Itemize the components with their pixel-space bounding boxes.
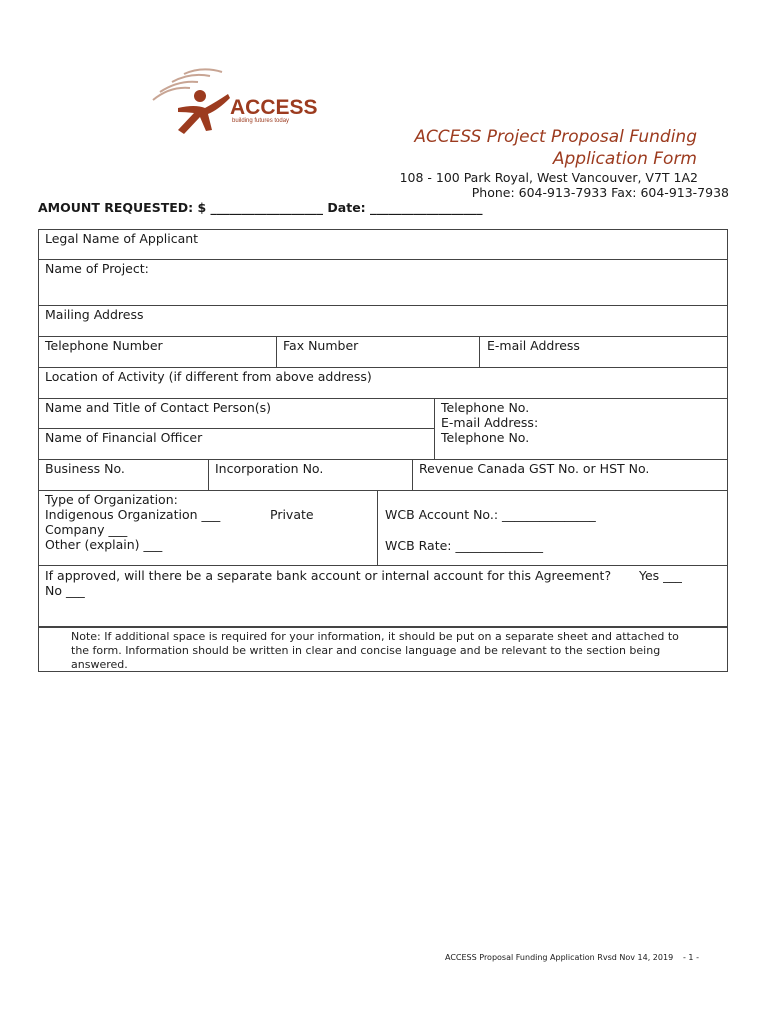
logo-figure [178, 90, 230, 134]
org-company-option[interactable]: Company ___ [45, 522, 128, 537]
wcb-rate-label[interactable]: WCB Rate: ______________ [385, 538, 543, 553]
wcb-account-label[interactable]: WCB Account No.: _______________ [385, 507, 596, 522]
location-label: Location of Activity (if different from above address) [45, 369, 372, 384]
project-name-label: Name of Project: [45, 261, 149, 276]
business-no-field[interactable] [38, 459, 209, 491]
incorporation-no-label: Incorporation No. [215, 461, 324, 476]
contact-person-label: Name and Title of Contact Person(s) [45, 400, 272, 415]
form-title-line2: Application Form [552, 149, 697, 169]
application-form-table [38, 229, 728, 627]
contact-details-field[interactable] [434, 398, 728, 460]
bank-yes-option[interactable]: Yes ___ [639, 568, 682, 583]
gst-no-field[interactable] [412, 459, 728, 491]
organization-type-field[interactable] [38, 490, 378, 566]
amount-requested-line[interactable]: AMOUNT REQUESTED: $ __________________ Date: __________________ [38, 200, 483, 215]
financial-officer-field[interactable] [38, 428, 435, 460]
financial-telephone-label: Telephone No. [441, 430, 530, 445]
bank-account-question: If approved, will there be a separate bank account or internal account for this Agreement? [45, 568, 612, 583]
wcb-field[interactable] [377, 490, 728, 566]
financial-officer-label: Name of Financial Officer [45, 430, 203, 445]
location-field[interactable] [38, 367, 728, 399]
form-title [337, 126, 697, 170]
contact-telephone-label: Telephone No. [441, 400, 530, 415]
project-name-field[interactable] [38, 259, 728, 306]
business-no-label: Business No. [45, 461, 125, 476]
additional-space-note: Note: If additional space is required for your information, it should be put on a separate sheet and attached to the form. Information should be written in clear and concise language and be relevant to the section being answered. [38, 627, 728, 672]
telephone-label: Telephone Number [45, 338, 163, 353]
organization-phone-fax: Phone: 604-913-7933 Fax: 604-913-7938 [471, 185, 729, 200]
footer-revision: ACCESS Proposal Funding Application Rvsd Nov 14, 2019 [445, 953, 674, 962]
legal-name-label: Legal Name of Applicant [45, 231, 199, 246]
org-type-label: Type of Organization: [45, 492, 178, 507]
access-logo [150, 68, 320, 143]
gst-no-label: Revenue Canada GST No. or HST No. [419, 461, 650, 476]
page-number: - 1 - [683, 953, 699, 962]
org-indigenous-option[interactable]: Indigenous Organization ___ [45, 507, 221, 522]
logo-swooshes [153, 69, 222, 100]
bank-no-option[interactable]: No ___ [45, 583, 85, 598]
email-label: E-mail Address [487, 338, 580, 353]
logo-tagline: building futures today [232, 118, 290, 124]
incorporation-no-field[interactable] [208, 459, 413, 491]
organization-address: 108 - 100 Park Royal, West Vancouver, V7T 1A2 [399, 170, 698, 185]
org-private-option[interactable]: Private [270, 507, 314, 522]
logo-wordmark: ACCESS [230, 96, 318, 119]
fax-field[interactable] [276, 336, 480, 368]
fax-label: Fax Number [283, 338, 359, 353]
legal-name-field[interactable] [38, 229, 728, 260]
contact-email-label: E-mail Address: [441, 415, 539, 430]
form-title-line1: ACCESS Project Proposal Funding [414, 127, 697, 147]
mailing-address-label: Mailing Address [45, 307, 144, 322]
bank-account-question-field[interactable] [38, 565, 728, 627]
org-other-option[interactable]: Other (explain) ___ [45, 537, 163, 552]
contact-person-field[interactable] [38, 398, 435, 429]
telephone-field[interactable] [38, 336, 277, 368]
mailing-address-field[interactable] [38, 305, 728, 337]
email-field[interactable] [479, 336, 728, 368]
